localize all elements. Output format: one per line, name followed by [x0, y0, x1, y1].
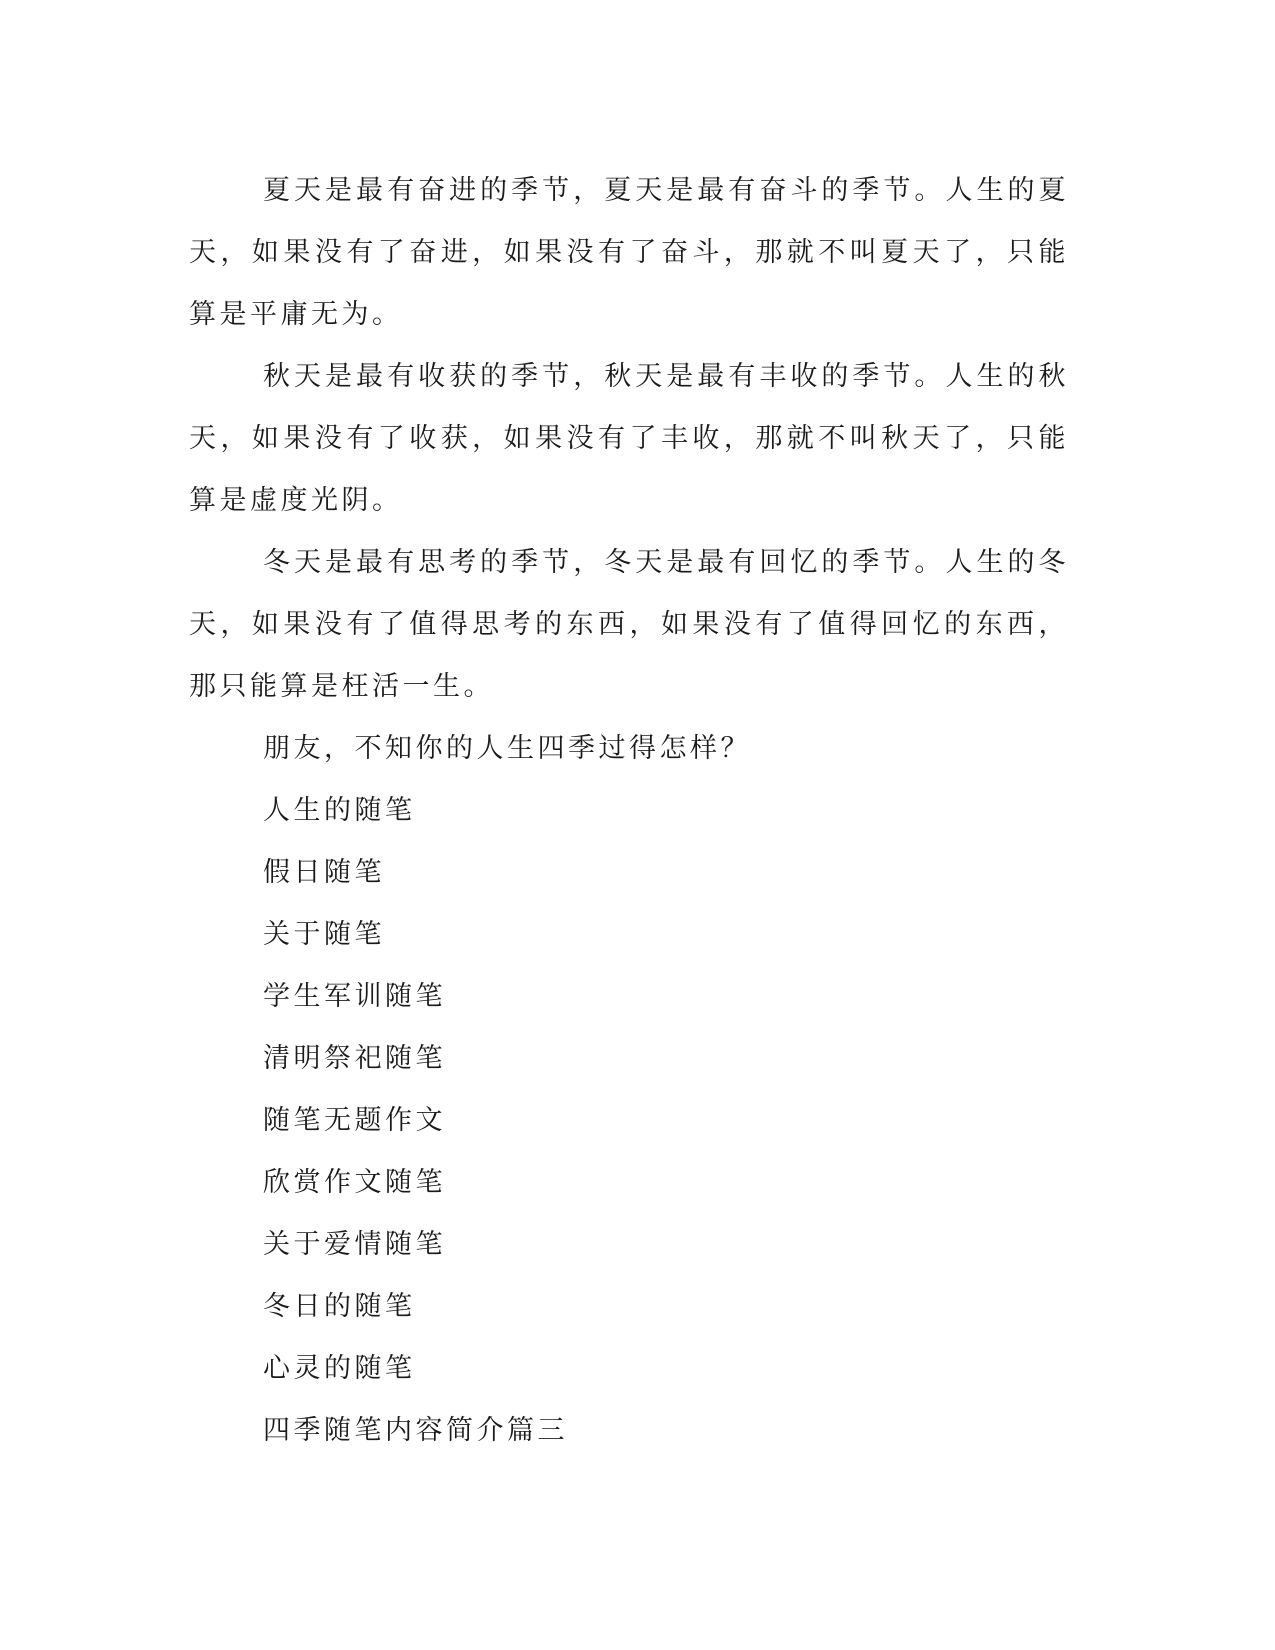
paragraph-summer: 夏天是最有奋进的季节，夏天是最有奋斗的季节。人生的夏天，如果没有了奋进，如果没有了奋斗，那就不叫夏天了，只能算是平庸无为。 — [189, 175, 1069, 330]
list-item: 清明祭祀随笔 — [263, 1043, 446, 1074]
paragraph-question: 朋友，不知你的人生四季过得怎样？ — [263, 733, 751, 764]
list-item: 假日随笔 — [263, 857, 385, 888]
paragraph-winter: 冬天是最有思考的季节，冬天是最有回忆的季节。人生的冬天，如果没有了值得思考的东西，如果没有了值得回忆的东西，那只能算是枉活一生。 — [189, 547, 1069, 702]
list-item: 四季随笔内容简介篇三 — [263, 1415, 568, 1446]
list-item: 冬日的随笔 — [263, 1291, 416, 1322]
list-item: 心灵的随笔 — [263, 1353, 416, 1384]
document-body — [189, 160, 1069, 1462]
related-list — [189, 780, 1069, 1462]
list-item: 关于爱情随笔 — [263, 1229, 446, 1260]
list-item: 关于随笔 — [263, 919, 385, 950]
paragraph-autumn: 秋天是最有收获的季节，秋天是最有丰收的季节。人生的秋天，如果没有了收获，如果没有了丰收，那就不叫秋天了，只能算是虚度光阴。 — [189, 361, 1069, 516]
list-item: 学生军训随笔 — [263, 981, 446, 1012]
list-item: 人生的随笔 — [263, 795, 416, 826]
list-item: 随笔无题作文 — [263, 1105, 446, 1136]
list-item: 欣赏作文随笔 — [263, 1167, 446, 1198]
